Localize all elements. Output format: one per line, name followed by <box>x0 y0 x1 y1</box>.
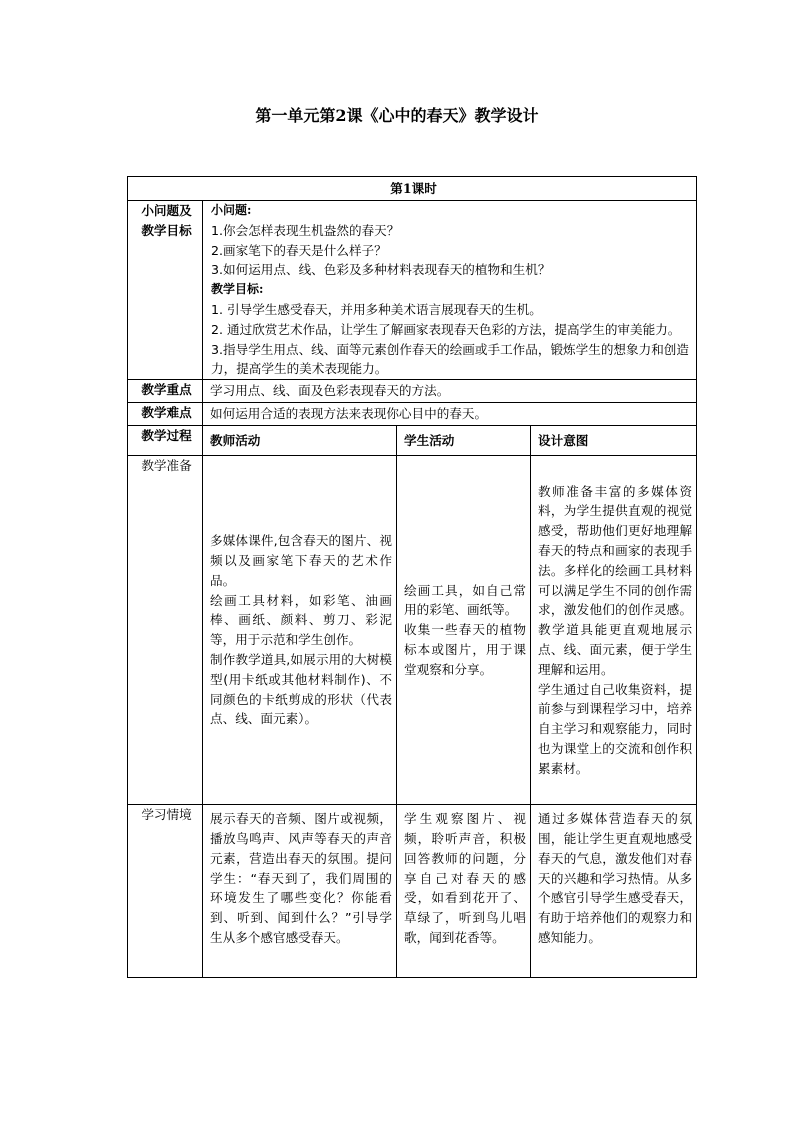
goals-content <box>203 201 697 380</box>
prep-teacher-item: 绘画工具材料，如彩笔、油画棒、画纸、颜料、剪刀、彩泥等，用于示范和学生创作。 <box>210 592 392 648</box>
prep-label: 教学准备 <box>128 456 203 805</box>
goals-label <box>128 201 203 380</box>
situation-design-intent: 通过多媒体营造春天的氛围，能让学生更直观地感受春天的气息，激发他们对春天的兴趣和学习热情。从多个感官引导学生感受春天，有助于培养他们的观察力和感知能力。 <box>531 805 697 978</box>
prep-student-activity <box>397 456 531 805</box>
goals-label-line2: 教学目标 <box>141 222 192 238</box>
prep-intent-item: 教师准备丰富的多媒体资料，为学生提供直观的视觉感受，帮助他们更好地理解春天的特点和画家的表现手法。多样化的绘画工具材料可以满足学生不同的创作需求，激发他们的创作灵感。教学道具能更直观地展示点、线、面元素，便于学生理解和运用。 <box>538 483 693 677</box>
lesson-header-row <box>128 177 697 201</box>
situation-student-activity: 学生观察图片、视频，聆听声音，积极回答教师的问题，分享自己对春天的感受，如看到花开了、草绿了，听到鸟儿唱歌，闻到花香等。 <box>397 805 531 978</box>
intent-column-header: 设计意图 <box>531 426 697 456</box>
key-row <box>128 380 697 403</box>
document-title: 第一单元第2课《心中的春天》教学设计 <box>255 106 539 125</box>
question-item: 3.如何运用点、线、色彩及多种材料表现春天的植物和生机？ <box>211 262 551 278</box>
prep-teacher-activity <box>203 456 397 805</box>
objective-item: 2. 通过欣赏艺术作品，让学生了解画家表现春天色彩的方法，提高学生的审美能力。 <box>211 321 681 337</box>
objective-item: 1. 引导学生感受春天，并用多种美术语言展现春天的生机。 <box>211 301 542 317</box>
difficulty-text: 如何运用合适的表现方法来表现你心目中的春天。 <box>203 403 697 426</box>
prep-teacher-item: 多媒体课件,包含春天的图片、视频以及画家笔下春天的艺术作品。 <box>210 533 392 588</box>
prep-intent-item: 学生通过自己收集资料，提前参与到课程学习中，培养自主学习和观察能力，同时也为课堂上的交流和创作积累素材。 <box>538 681 693 776</box>
difficulty-label: 教学难点 <box>128 403 203 426</box>
situation-teacher-activity: 展示春天的音频、图片或视频，播放鸟鸣声、风声等春天的声音元素，营造出春天的氛围。提问学生：“春天到了，我们周围的环境发生了哪些变化？你能看到、听到、闻到什么？”引导学生从多个感官感受春天。 <box>203 805 397 978</box>
question-item: 2.画家笔下的春天是什么样子？ <box>211 242 387 258</box>
key-label: 教学重点 <box>128 380 203 403</box>
prep-design-intent <box>531 456 697 805</box>
difficulty-row <box>128 403 697 426</box>
lesson-plan-table <box>127 176 697 978</box>
objective-item: 3.指导学生用点、线、面等元素创作春天的绘画或手工作品，锻炼学生的想象力和创造力，提高学生的美术表现能力。 <box>211 341 689 377</box>
goals-label-line1: 小问题及 <box>141 203 192 218</box>
goals-row <box>128 201 697 380</box>
question-item: 1.你会怎样表现生机盎然的春天？ <box>211 222 400 238</box>
process-label: 教学过程 <box>128 426 203 456</box>
lesson-header: 第1课时 <box>128 177 697 201</box>
questions-heading: 小问题: <box>211 203 252 217</box>
student-column-header: 学生活动 <box>397 426 531 456</box>
prep-row <box>128 456 697 805</box>
teacher-column-header: 教师活动 <box>203 426 397 456</box>
situation-label: 学习情境 <box>128 805 203 978</box>
objectives-heading: 教学目标: <box>211 282 264 297</box>
prep-student-item: 绘画工具，如自己常用的彩笔、画纸等。 <box>404 582 526 618</box>
situation-row <box>128 805 697 978</box>
key-text: 学习用点、线、面及色彩表现春天的方法。 <box>203 380 697 403</box>
process-header-row <box>128 426 697 456</box>
prep-teacher-item: 制作教学道具,如展示用的大树模型(用卡纸或其他材料制作)、不同颜色的卡纸剪成的形状（代表点、线、面元素）。 <box>210 651 392 727</box>
prep-student-item: 收集一些春天的植物标本或图片，用于课堂观察和分享。 <box>404 622 526 677</box>
